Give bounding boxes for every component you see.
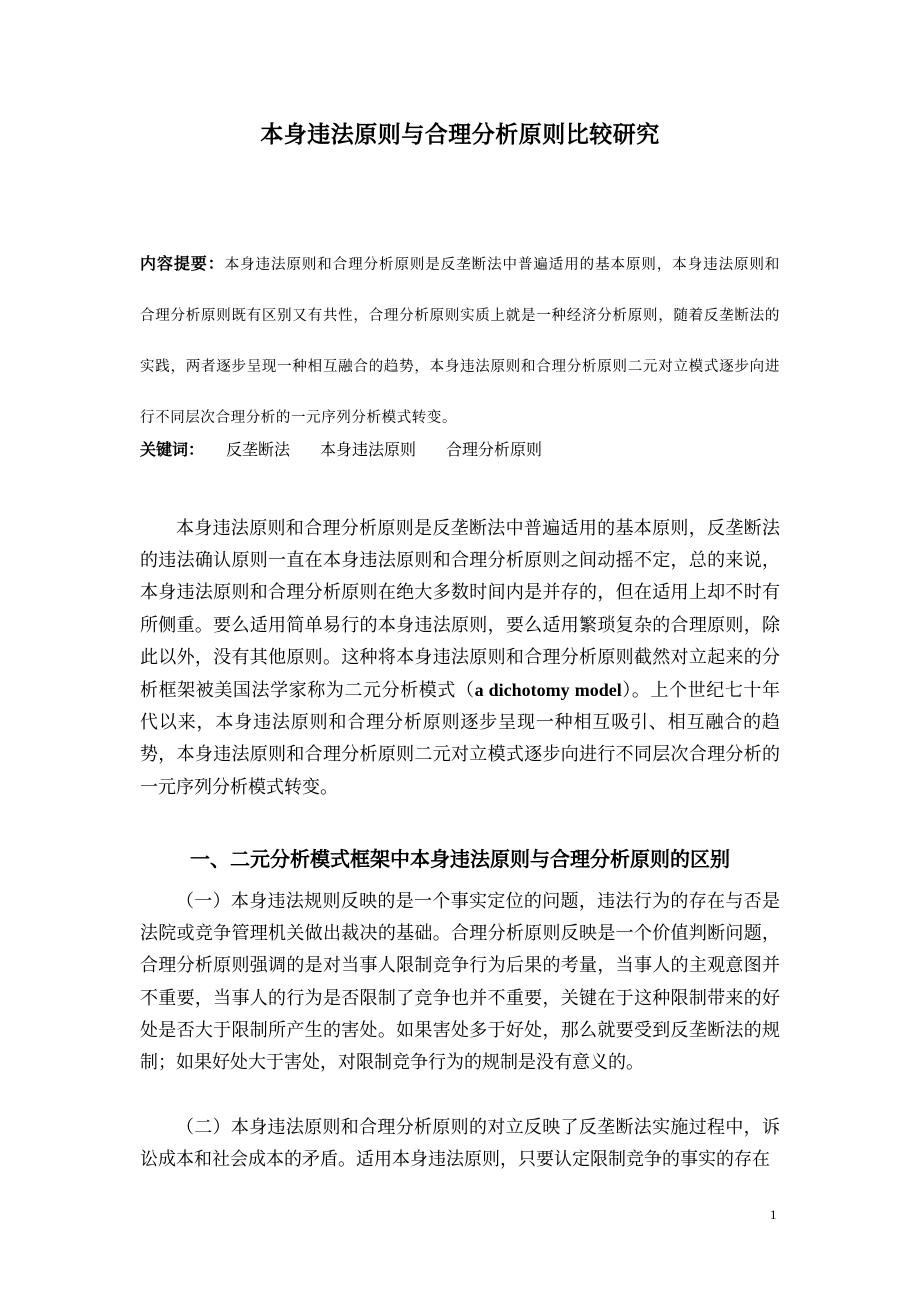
document-title: 本身违法原则与合理分析原则比较研究 [260,122,660,148]
intro-text-after: ）。上个世纪七十年代以来，本身违法原则和合理分析原则逐步呈现一种相互吸引、相互融合的趋势，本身违法原则和合理分析原则二元对立模式逐步向进行不同层次合理分析的一元序列分析模式转变。 [140,680,781,798]
abstract [140,238,780,444]
intro-text-before: 本身违法原则和合理分析原则是反垄断法中普遍适用的基本原则，反垄断法的违法确认原则一直在本身违法原则和合理分析原则之间动摇不定，总的来说，本身违法原则和合理分析原则在绝大多数时间内是并存的，但在适用上却不时有所侧重。要么适用简单易行的本身违法原则，要么适用繁琐复杂的合理原则，除此以外，没有其他原则。这种将本身违法原则和合理分析原则截然对立起来的分析框架被美国法学家称为二元分析模式（ [140,518,780,702]
keywords [140,438,780,462]
abstract-text: 本身违法原则和合理分析原则是反垄断法中普遍适用的基本原则，本身违法原则和合理分析原则既有区别又有共性，合理分析原则实质上就是一种经济分析原则，随着反垄断法的实践，两者逐步呈现一种相互融合的趋势，本身违法原则和合理分析原则二元对立模式逐步向进行不同层次合理分析的一元序列分析模式转变。 [140,257,780,426]
keyword-item: 反垄断法 [226,440,291,459]
keyword-item: 合理分析原则 [446,440,543,459]
section-heading: 一、二元分析模式框架中本身违法原则与合理分析原则的区别 [190,847,730,871]
keyword-item: 本身违法原则 [320,440,417,459]
intro-english-term: a dichotomy model [474,680,622,701]
abstract-label: 内容提要： [140,254,225,273]
body-paragraph: （一）本身违法规则反映的是一个事实定位的问题，违法行为的存在与否是法院或竞争管理机关做出裁决的基础。合理分析原则反映是一个价值判断问题，合理分析原则强调的是对当事人限制竞争行为后果的考量，当事人的主观意图并不重要，当事人的行为是否限制了竞争也并不重要，关键在于这种限制带来的好处是否大于限制所产生的害处。如果害处多于好处，那么就要受到反垄断法的规制；如果好处大于害处，对限制竞争行为的规制是没有意义的。 [140,891,780,1074]
intro-paragraph [140,513,780,804]
body-paragraph: （二）本身违法原则和合理分析原则的对立反映了反垄断法实施过程中，诉讼成本和社会成本的矛盾。适用本身违法原则，只要认定限制竞争的事实的存在 [140,1117,780,1171]
keywords-label: 关键词： [140,440,205,459]
page-number: 1 [770,1207,777,1222]
